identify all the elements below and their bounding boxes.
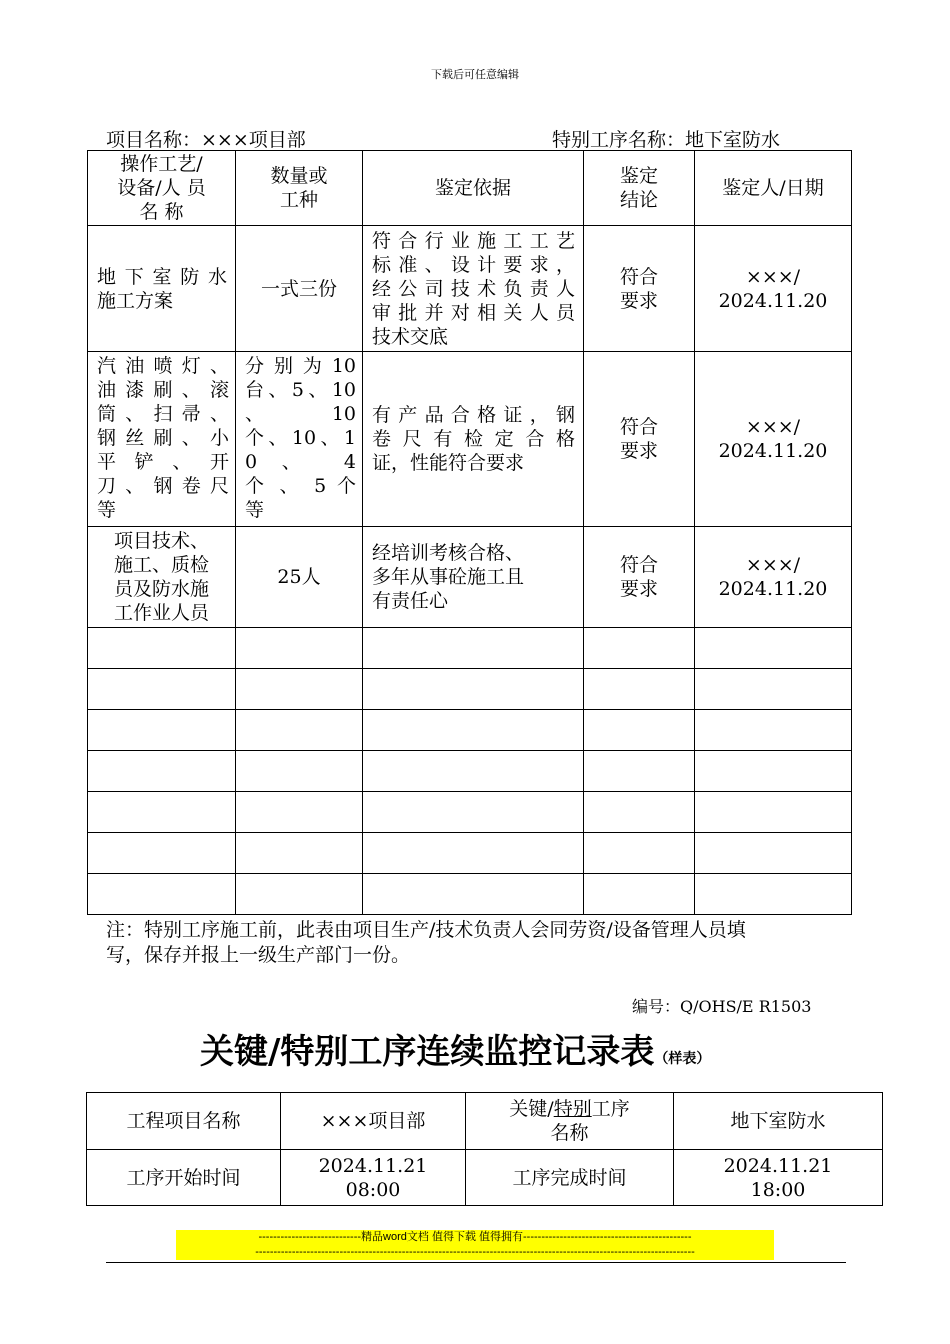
empty-cell — [88, 628, 236, 669]
cell-line: 符合 — [619, 265, 658, 288]
cell-line: 工作业人员 — [113, 602, 209, 624]
cell-line: 审批并对相关人员 — [372, 301, 575, 324]
header-quantity — [236, 151, 363, 226]
empty-cell — [363, 792, 584, 833]
cell-line: ×××/ — [745, 265, 801, 288]
cell-qty: 一式三份 — [236, 226, 363, 352]
cell-line: 汽油喷灯、 — [97, 355, 229, 377]
empty-cell — [695, 792, 852, 833]
project-name-label: 项目名称：×××项目部 — [106, 129, 306, 151]
cell-item — [88, 352, 236, 527]
value-line: 2024.11.21 — [318, 1154, 428, 1177]
empty-cell — [584, 792, 695, 833]
value-line: 2024.11.21 — [723, 1154, 833, 1177]
empty-cell — [236, 833, 363, 874]
empty-cell — [695, 669, 852, 710]
empty-cell — [695, 874, 852, 915]
cell-line: 筒、扫帚、 — [97, 403, 229, 425]
value-end-time — [674, 1150, 883, 1206]
label-process-name — [466, 1093, 674, 1150]
cell-line: 要求 — [619, 578, 658, 600]
table-row — [87, 1093, 883, 1150]
empty-cell — [236, 792, 363, 833]
empty-cell — [363, 628, 584, 669]
empty-cell — [695, 833, 852, 874]
cell-line: 油漆刷、滚 — [97, 379, 229, 401]
table-footnote — [106, 918, 886, 968]
cell-line: 施工方案 — [97, 289, 174, 312]
empty-cell — [363, 710, 584, 751]
footer-banner-line: ------------------------------------------------------------------------------------------------------------------------ — [176, 1245, 774, 1260]
cell-line: 台、5、10 — [245, 379, 356, 401]
empty-cell — [88, 874, 236, 915]
cell-appraiser — [695, 226, 852, 352]
value-line: 18:00 — [750, 1178, 806, 1201]
empty-cell — [236, 874, 363, 915]
value-project-name: ×××项目部 — [281, 1093, 466, 1150]
empty-cell — [363, 833, 584, 874]
label-part: 特别 — [553, 1098, 592, 1120]
empty-cell — [88, 710, 236, 751]
empty-cell — [584, 751, 695, 792]
empty-row — [88, 792, 852, 833]
header-line: 名 称 — [139, 201, 184, 223]
empty-cell — [695, 710, 852, 751]
cell-line: 地下室防水 — [97, 265, 227, 288]
empty-cell — [584, 669, 695, 710]
footer-banner: ----------------------------精品word文档 值得下载 值得拥有---------------------------------------------- — [176, 1230, 774, 1245]
header-line: 鉴定 — [619, 165, 658, 187]
title-text: 关键/特别工序连续监控记录表 — [200, 1032, 655, 1072]
cell-basis — [363, 226, 584, 352]
empty-row — [88, 669, 852, 710]
table-row — [87, 1150, 883, 1206]
empty-cell — [584, 833, 695, 874]
special-process-label: 特别工序名称：地下室防水 — [552, 129, 781, 151]
cell-line: 平 铲 、 开 — [97, 451, 229, 473]
header-operation-equipment — [88, 151, 236, 226]
empty-cell — [584, 710, 695, 751]
empty-cell — [236, 710, 363, 751]
header-line: 结论 — [619, 189, 658, 211]
cell-line: 多年从事砼施工且 — [372, 566, 525, 588]
footnote-line: 写，保存并报上一级生产部门一份。 — [106, 944, 411, 966]
cell-line: 证，性能符合要求 — [372, 452, 525, 474]
empty-row — [88, 710, 852, 751]
header-basis: 鉴定依据 — [363, 151, 584, 226]
cell-line: 个 、 5 个 — [245, 475, 356, 497]
value-start-time — [281, 1150, 466, 1206]
cell-result — [584, 527, 695, 628]
cell-line: 要求 — [619, 440, 658, 462]
cell-basis — [363, 527, 584, 628]
empty-cell — [236, 751, 363, 792]
empty-row — [88, 751, 852, 792]
cell-line: 符合 — [619, 554, 658, 576]
cell-qty: 25人 — [236, 527, 363, 628]
monitoring-record-table — [86, 1092, 883, 1206]
header-line: 操作工艺/ — [120, 153, 203, 175]
empty-cell — [88, 833, 236, 874]
table-row — [88, 527, 852, 628]
table-header-row — [88, 151, 852, 226]
cell-line: 刀、钢卷尺 — [97, 475, 229, 497]
cell-result — [584, 226, 695, 352]
empty-cell — [88, 751, 236, 792]
header-result — [584, 151, 695, 226]
empty-cell — [236, 628, 363, 669]
cell-line: 个、10、1 — [245, 427, 356, 449]
empty-cell — [88, 792, 236, 833]
cell-line: ×××/ — [745, 554, 801, 576]
form-title — [200, 1024, 710, 1073]
cell-line: 0 、 4 — [245, 451, 356, 473]
empty-cell — [363, 751, 584, 792]
cell-line: 经公司技术负责人 — [372, 277, 575, 300]
label-start-time: 工序开始时间 — [87, 1150, 281, 1206]
empty-cell — [236, 669, 363, 710]
cell-basis — [363, 352, 584, 527]
header-line: 数量或 — [270, 165, 328, 187]
cell-line: 技术交底 — [372, 325, 449, 348]
empty-cell — [363, 874, 584, 915]
cell-line: 2024.11.20 — [718, 578, 828, 600]
header-appraiser-date: 鉴定人/日期 — [695, 151, 852, 226]
header-line: 工种 — [279, 189, 318, 211]
cell-line: 有责任心 — [372, 590, 449, 612]
empty-row — [88, 874, 852, 915]
empty-cell — [584, 628, 695, 669]
header-line: 设备/人 员 — [117, 177, 206, 199]
label-line — [466, 1097, 673, 1121]
value-line: 08:00 — [345, 1178, 401, 1201]
label-project-name: 工程项目名称 — [87, 1093, 281, 1150]
empty-row — [88, 833, 852, 874]
cell-qty — [236, 352, 363, 527]
footer-divider — [106, 1262, 846, 1263]
cell-line: 员及防水施 — [113, 578, 209, 600]
cell-line: 符合行业施工工艺 — [372, 229, 575, 252]
cell-line: 经培训考核合格、 — [372, 542, 525, 564]
cell-line: 分别为10 — [245, 355, 356, 377]
label-line: 名称 — [550, 1122, 589, 1144]
cell-line: 有产品合格证，钢 — [372, 404, 575, 426]
cell-line: 项目技术、 — [113, 530, 209, 552]
cell-appraiser — [695, 352, 852, 527]
empty-cell — [695, 628, 852, 669]
cell-appraiser — [695, 527, 852, 628]
empty-cell — [88, 669, 236, 710]
form-code: 编号：Q/OHS/E R1503 — [632, 997, 812, 1016]
footnote-line: 注：特别工序施工前，此表由项目生产/技术负责人会同劳资/设备管理人员填 — [106, 919, 746, 941]
title-suffix: （样表） — [654, 1051, 711, 1067]
table-row — [88, 352, 852, 527]
empty-cell — [695, 751, 852, 792]
cell-line: 2024.11.20 — [718, 440, 828, 462]
label-part: 关键/ — [509, 1098, 554, 1120]
cell-line: 符合 — [619, 416, 658, 438]
cell-item — [88, 527, 236, 628]
empty-cell — [363, 669, 584, 710]
empty-cell — [584, 874, 695, 915]
cell-line: 等 — [245, 499, 265, 521]
appraisal-table — [87, 150, 852, 915]
cell-line: 施工、质检 — [113, 554, 209, 576]
cell-line: 等 — [97, 499, 117, 521]
label-end-time: 工序完成时间 — [466, 1150, 674, 1206]
cell-line: 要求 — [619, 289, 658, 312]
cell-line: 卷尺有检定合格 — [372, 428, 575, 450]
cell-line: 钢丝刷、小 — [97, 427, 229, 449]
header-note: 下载后可任意编辑 — [431, 68, 519, 81]
cell-line: ×××/ — [745, 416, 801, 438]
cell-line: 、 10 — [245, 403, 356, 425]
cell-result — [584, 352, 695, 527]
cell-line: 标准、设计要求， — [372, 253, 575, 276]
table-row — [88, 226, 852, 352]
cell-item — [88, 226, 236, 352]
cell-line: 2024.11.20 — [718, 289, 828, 312]
value-process-name: 地下室防水 — [674, 1093, 883, 1150]
empty-row — [88, 628, 852, 669]
label-part: 工序 — [591, 1098, 630, 1120]
